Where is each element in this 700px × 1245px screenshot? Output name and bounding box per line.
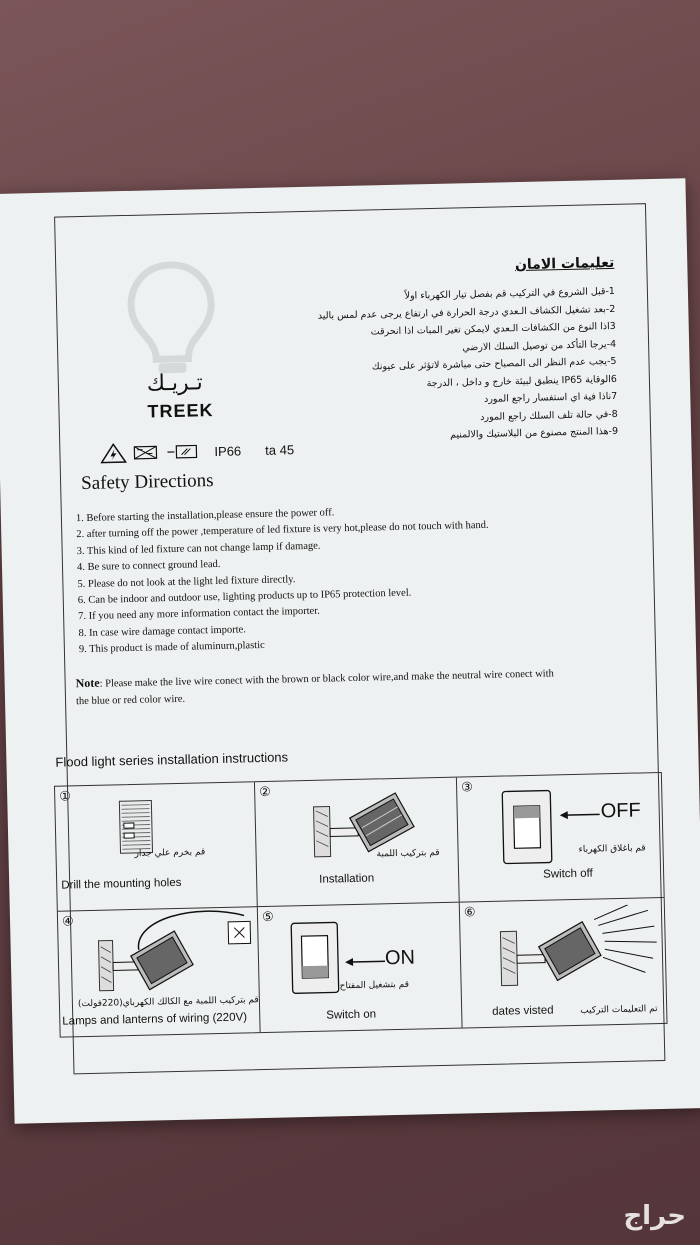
distance-marker-icon xyxy=(166,442,198,461)
ip-rating: IP66 xyxy=(214,442,242,459)
step-number: ③ xyxy=(460,779,473,795)
installation-steps-grid xyxy=(54,772,668,1038)
step-number: ⑥ xyxy=(463,904,476,920)
list-item: 1. Before starting the installation,please ensure the power off. xyxy=(75,507,335,525)
step-number: ④ xyxy=(61,913,74,929)
switch-off-icon xyxy=(499,787,561,868)
list-item: 7. If you need any more information contact the importer. xyxy=(78,606,320,623)
step-number: ⑤ xyxy=(261,908,274,925)
step-caption: Switch off xyxy=(542,867,593,881)
step-caption-arabic: قم بتركيب اللمبة مع الكالك الكهرباي(220فولت) xyxy=(77,995,259,1010)
list-item: 1-قبل الشروع في التركيب قم بفصل تيار الكهرباء اولاً xyxy=(404,285,616,302)
off-label: OFF xyxy=(600,799,641,823)
site-watermark: حراج xyxy=(623,1201,686,1231)
list-item: 8-في حالة تلف السلك راجع المورد xyxy=(480,408,618,423)
list-item: 3اذا النوع من الكشافات الـعدي لايمكن تغير المبات اذا انحرقت xyxy=(370,320,616,338)
arabic-safety-list xyxy=(315,283,618,447)
step-4 xyxy=(58,907,261,1037)
step-caption-arabic: قم بتركيب اللمبة xyxy=(376,848,440,860)
brand-name-arabic: تـريـك xyxy=(146,370,203,397)
step-caption-arabic: قم باغلاق الكهرباء xyxy=(578,843,646,855)
list-item: 3. This kind of led fixture can not change lamp if damage. xyxy=(76,540,321,557)
warning-high-voltage-icon xyxy=(100,443,126,464)
list-item: 2. after turning off the power ,temperature of led fixture is very hot,please do not touch with hand. xyxy=(76,520,489,541)
list-item: 9. This product is made of aluminurn,plastic xyxy=(78,640,265,656)
temperature-rating: ta 45 xyxy=(264,441,295,458)
note-label: Note xyxy=(75,675,100,691)
step-6 xyxy=(460,898,667,1028)
certification-icons xyxy=(100,439,294,463)
wiring-icon xyxy=(94,907,260,997)
list-item: 4-يرجا التأكد من توصيل السلك الارضي xyxy=(462,338,617,353)
drill-wall-icon xyxy=(113,798,158,855)
arabic-safety-title: تعليمات الامان xyxy=(514,254,615,274)
list-item: 9-هذا المنتج مصنوع من البلاستيك والالمنيم xyxy=(449,425,619,441)
step-caption: Installation xyxy=(319,872,375,886)
step-caption: dates visted xyxy=(492,1004,554,1018)
lamp-on-icon xyxy=(498,904,660,992)
list-item: 8. In case wire damage contact importe. xyxy=(78,624,246,639)
instruction-sheet xyxy=(0,178,700,1123)
installation-title: Flood light series installation instructions xyxy=(55,749,289,770)
step-caption-arabic: قم بخرم علي جدار xyxy=(134,847,206,859)
arrow-left-icon xyxy=(345,956,385,967)
step-number: ② xyxy=(258,783,271,800)
note-text: : Please make the live wire conect with the brown or black color wire,and make the neutral wire conect with the blue or red color wire. xyxy=(75,668,554,708)
step-caption: Switch on xyxy=(326,1008,377,1022)
step-number: ① xyxy=(59,788,72,804)
list-item: 4. Be sure to connect ground lead. xyxy=(76,559,221,574)
no-insulation-cover-icon xyxy=(132,443,160,462)
list-item: 2-بعد تشغيل الكشاف الـعدي درجة الحرارة في ارتفاع يرجى عدم لمس باليد xyxy=(317,303,616,322)
safety-list xyxy=(76,502,492,659)
list-item: 7ناذا فية اي استفسار راجع المورد xyxy=(483,390,618,405)
step-caption: Lamps and lanterns of wiring (220V) xyxy=(62,1011,248,1028)
step-caption-arabic: تم التعليمات التركيب xyxy=(580,1004,658,1016)
list-item: 6. Can be indoor and outdoor use, lighting products up to IP65 protection level. xyxy=(77,587,412,607)
sheet-frame xyxy=(54,203,665,1074)
brand-name: TREEK xyxy=(147,400,214,422)
list-item: 5-يجب عدم النظر الى المصباح حتى مباشرة لاتؤثر على عيونك xyxy=(371,355,617,373)
bulb-logo-icon xyxy=(124,258,219,380)
on-label: ON xyxy=(384,946,416,970)
step-5 xyxy=(258,903,463,1033)
step-caption-arabic: قم بتشغيل المفتاح xyxy=(339,979,410,992)
step-caption: Drill the mounting holes xyxy=(61,876,182,892)
step-2 xyxy=(255,778,460,908)
step-3 xyxy=(457,773,664,903)
wiring-note xyxy=(75,664,556,710)
switch-on-icon xyxy=(288,919,346,998)
safety-title: Safety Directions xyxy=(80,470,214,495)
step-1 xyxy=(55,782,258,912)
list-item: 5. Please do not look at the light led fixture directly. xyxy=(77,573,296,590)
arrow-left-icon xyxy=(560,809,600,820)
list-item: 6الوقاية IP65 ينطبق لبيئة خارج و داخل ، الدرجة xyxy=(426,373,618,389)
